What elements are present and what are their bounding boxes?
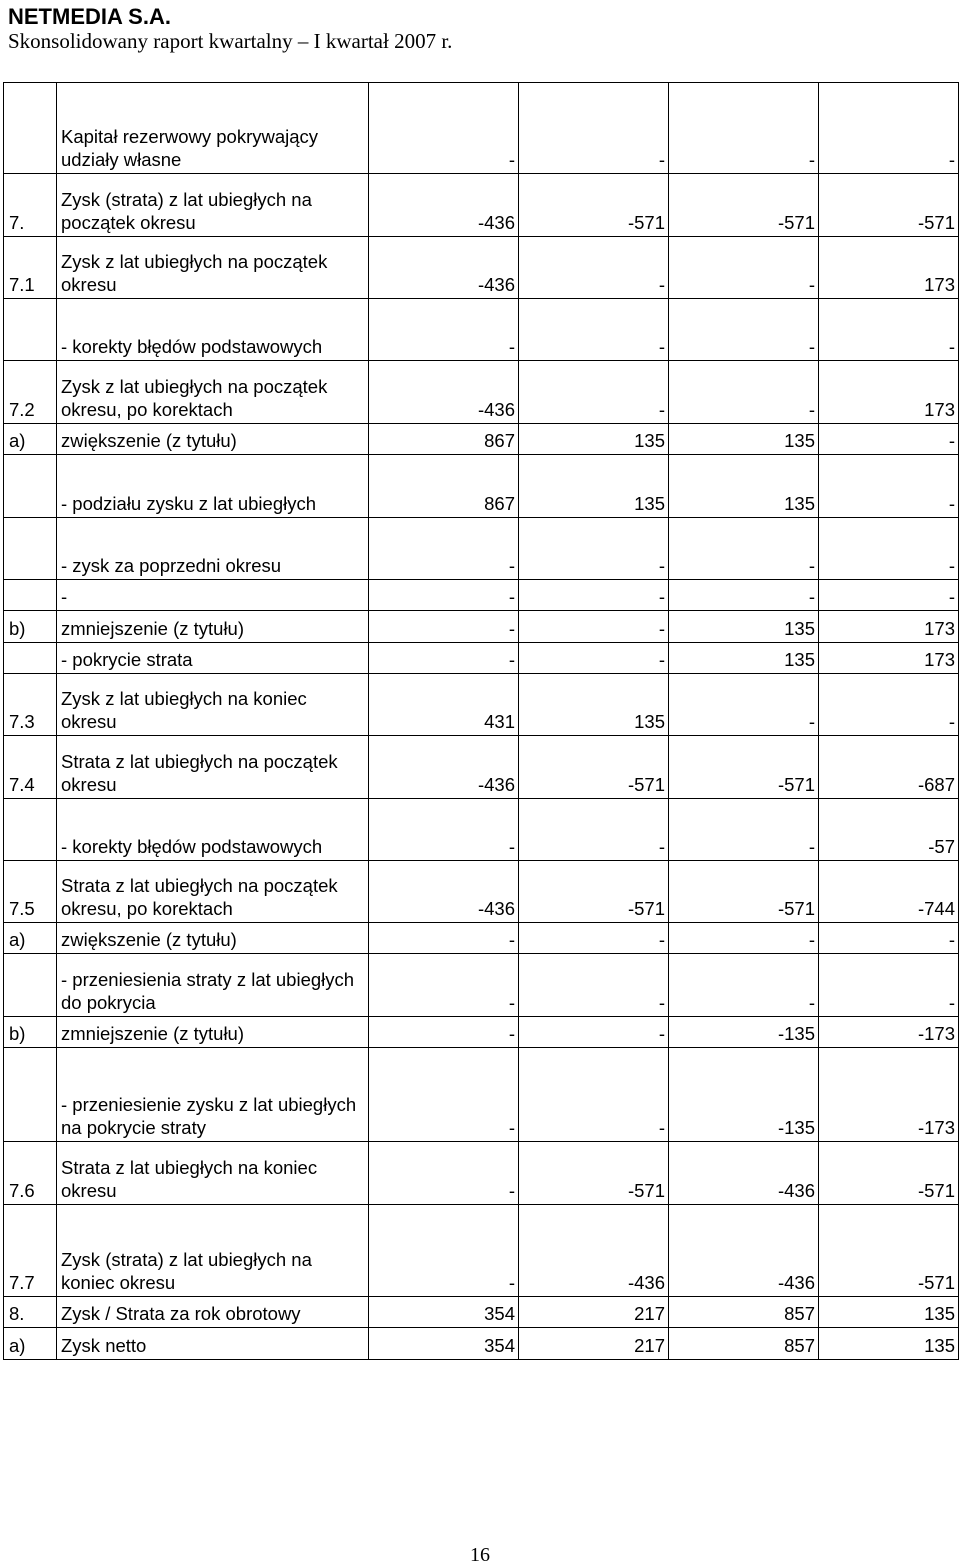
- row-label: Zysk z lat ubiegłych na koniec okresu: [57, 674, 369, 736]
- row-label: Kapitał rezerwowy pokrywający udziały własne: [57, 83, 369, 174]
- value-col-3: -135: [669, 1048, 819, 1142]
- value-col-4: 135: [819, 1297, 959, 1328]
- value-col-4: 173: [819, 611, 959, 643]
- row-label: Zysk (strata) z lat ubiegłych na początek okresu: [57, 174, 369, 237]
- value-col-2: 135: [519, 455, 669, 518]
- value-col-2: 135: [519, 424, 669, 455]
- value-col-1: -436: [369, 361, 519, 424]
- table-row: [4, 643, 959, 674]
- table-row: [4, 1205, 959, 1297]
- value-col-4: -: [819, 518, 959, 580]
- value-col-1: -: [369, 611, 519, 643]
- value-col-4: -571: [819, 174, 959, 237]
- table-row: [4, 736, 959, 799]
- value-col-4: 173: [819, 643, 959, 674]
- row-label: - zysk za poprzedni okresu: [57, 518, 369, 580]
- value-col-3: -: [669, 518, 819, 580]
- row-label: zwiększenie (z tytułu): [57, 424, 369, 455]
- value-col-1: -: [369, 83, 519, 174]
- row-number: 7.6: [4, 1142, 57, 1205]
- row-number: 7.5: [4, 861, 57, 923]
- value-col-2: 217: [519, 1328, 669, 1360]
- value-col-2: 135: [519, 674, 669, 736]
- value-col-3: -571: [669, 174, 819, 237]
- value-col-4: -: [819, 299, 959, 361]
- row-label: Zysk z lat ubiegłych na początek okresu, po korektach: [57, 361, 369, 424]
- value-col-2: -: [519, 518, 669, 580]
- value-col-3: -436: [669, 1142, 819, 1205]
- row-label: zmniejszenie (z tytułu): [57, 1017, 369, 1048]
- row-number: 7.: [4, 174, 57, 237]
- table-row: [4, 83, 959, 174]
- table-row: [4, 361, 959, 424]
- value-col-4: -744: [819, 861, 959, 923]
- value-col-2: -571: [519, 174, 669, 237]
- row-number: [4, 1048, 57, 1142]
- row-number: 7.3: [4, 674, 57, 736]
- row-label: Zysk z lat ubiegłych na początek okresu: [57, 237, 369, 299]
- value-col-3: -: [669, 954, 819, 1017]
- value-col-4: 135: [819, 1328, 959, 1360]
- value-col-3: 135: [669, 424, 819, 455]
- value-col-3: -: [669, 923, 819, 954]
- value-col-4: -: [819, 580, 959, 611]
- value-col-3: -135: [669, 1017, 819, 1048]
- table-row: [4, 299, 959, 361]
- value-col-2: -: [519, 299, 669, 361]
- table-row: [4, 1297, 959, 1328]
- row-label: Zysk netto: [57, 1328, 369, 1360]
- row-number: 8.: [4, 1297, 57, 1328]
- value-col-1: -: [369, 799, 519, 861]
- value-col-4: -: [819, 455, 959, 518]
- value-col-4: 173: [819, 361, 959, 424]
- table-row: [4, 518, 959, 580]
- value-col-1: 867: [369, 455, 519, 518]
- value-col-2: -436: [519, 1205, 669, 1297]
- value-col-4: -571: [819, 1142, 959, 1205]
- value-col-4: -57: [819, 799, 959, 861]
- value-col-1: -: [369, 954, 519, 1017]
- value-col-1: 867: [369, 424, 519, 455]
- value-col-2: -571: [519, 861, 669, 923]
- value-col-1: -: [369, 923, 519, 954]
- row-label: zmniejszenie (z tytułu): [57, 611, 369, 643]
- table-row: [4, 237, 959, 299]
- table-row: [4, 455, 959, 518]
- value-col-4: -: [819, 954, 959, 1017]
- value-col-3: 135: [669, 455, 819, 518]
- table-row: [4, 1017, 959, 1048]
- value-col-1: -: [369, 1017, 519, 1048]
- value-col-3: -436: [669, 1205, 819, 1297]
- row-label: - podziału zysku z lat ubiegłych: [57, 455, 369, 518]
- value-col-4: -173: [819, 1017, 959, 1048]
- row-number: [4, 518, 57, 580]
- value-col-2: -: [519, 237, 669, 299]
- value-col-2: -: [519, 923, 669, 954]
- value-col-3: -: [669, 83, 819, 174]
- row-number: a): [4, 424, 57, 455]
- row-number: 7.7: [4, 1205, 57, 1297]
- value-col-2: -: [519, 1017, 669, 1048]
- row-number: 7.1: [4, 237, 57, 299]
- table-row: [4, 954, 959, 1017]
- value-col-2: 217: [519, 1297, 669, 1328]
- value-col-3: -: [669, 237, 819, 299]
- value-col-1: -: [369, 580, 519, 611]
- value-col-1: -436: [369, 174, 519, 237]
- value-col-4: -: [819, 424, 959, 455]
- page-number: 16: [470, 1544, 490, 1566]
- value-col-3: 857: [669, 1328, 819, 1360]
- value-col-1: -: [369, 1205, 519, 1297]
- value-col-3: -571: [669, 861, 819, 923]
- row-label: - przeniesienia straty z lat ubiegłych do pokrycia: [57, 954, 369, 1017]
- table-row: [4, 674, 959, 736]
- value-col-4: -687: [819, 736, 959, 799]
- value-col-1: -436: [369, 861, 519, 923]
- value-col-1: 354: [369, 1328, 519, 1360]
- value-col-1: -: [369, 1048, 519, 1142]
- value-col-1: -436: [369, 237, 519, 299]
- row-number: 7.4: [4, 736, 57, 799]
- value-col-3: -: [669, 361, 819, 424]
- row-label: zwiększenie (z tytułu): [57, 923, 369, 954]
- row-label: - pokrycie strata: [57, 643, 369, 674]
- report-subtitle: Skonsolidowany raport kwartalny – I kwartał 2007 r.: [8, 29, 453, 53]
- row-label: Strata z lat ubiegłych na początek okresu, po korektach: [57, 861, 369, 923]
- row-number: [4, 299, 57, 361]
- value-col-2: -571: [519, 736, 669, 799]
- row-number: [4, 580, 57, 611]
- row-label: Zysk / Strata za rok obrotowy: [57, 1297, 369, 1328]
- value-col-3: 857: [669, 1297, 819, 1328]
- value-col-2: -: [519, 954, 669, 1017]
- row-number: b): [4, 1017, 57, 1048]
- table-row: [4, 580, 959, 611]
- row-number: [4, 83, 57, 174]
- equity-changes-table: [3, 82, 959, 1360]
- value-col-3: -: [669, 799, 819, 861]
- value-col-2: -571: [519, 1142, 669, 1205]
- value-col-2: -: [519, 361, 669, 424]
- row-number: 7.2: [4, 361, 57, 424]
- row-label: - korekty błędów podstawowych: [57, 799, 369, 861]
- row-number: [4, 643, 57, 674]
- table-row: [4, 923, 959, 954]
- table-row: [4, 799, 959, 861]
- value-col-4: -: [819, 83, 959, 174]
- value-col-3: -571: [669, 736, 819, 799]
- value-col-2: -: [519, 611, 669, 643]
- table-row: [4, 1048, 959, 1142]
- row-number: [4, 954, 57, 1017]
- value-col-4: -: [819, 674, 959, 736]
- row-number: [4, 455, 57, 518]
- value-col-4: -: [819, 923, 959, 954]
- value-col-3: -: [669, 299, 819, 361]
- value-col-1: -: [369, 299, 519, 361]
- value-col-1: 354: [369, 1297, 519, 1328]
- value-col-2: -: [519, 580, 669, 611]
- value-col-3: -: [669, 580, 819, 611]
- value-col-4: -173: [819, 1048, 959, 1142]
- value-col-1: -: [369, 643, 519, 674]
- value-col-3: -: [669, 674, 819, 736]
- row-label: Zysk (strata) z lat ubiegłych na koniec okresu: [57, 1205, 369, 1297]
- value-col-1: -436: [369, 736, 519, 799]
- table-row: [4, 174, 959, 237]
- table-row: [4, 1142, 959, 1205]
- table-row: [4, 611, 959, 643]
- value-col-2: -: [519, 83, 669, 174]
- table-row: [4, 861, 959, 923]
- value-col-1: 431: [369, 674, 519, 736]
- value-col-4: 173: [819, 237, 959, 299]
- value-col-2: -: [519, 799, 669, 861]
- value-col-2: -: [519, 1048, 669, 1142]
- value-col-4: -571: [819, 1205, 959, 1297]
- row-label: -: [57, 580, 369, 611]
- value-col-1: -: [369, 1142, 519, 1205]
- company-name: NETMEDIA S.A.: [8, 4, 171, 29]
- row-number: a): [4, 923, 57, 954]
- table-row: [4, 424, 959, 455]
- row-label: - przeniesienie zysku z lat ubiegłych na pokrycie straty: [57, 1048, 369, 1142]
- row-label: Strata z lat ubiegłych na początek okresu: [57, 736, 369, 799]
- table-row: [4, 1328, 959, 1360]
- value-col-3: 135: [669, 643, 819, 674]
- row-number: a): [4, 1328, 57, 1360]
- value-col-1: -: [369, 518, 519, 580]
- row-label: - korekty błędów podstawowych: [57, 299, 369, 361]
- row-label: Strata z lat ubiegłych na koniec okresu: [57, 1142, 369, 1205]
- value-col-3: 135: [669, 611, 819, 643]
- row-number: b): [4, 611, 57, 643]
- row-number: [4, 799, 57, 861]
- value-col-2: -: [519, 643, 669, 674]
